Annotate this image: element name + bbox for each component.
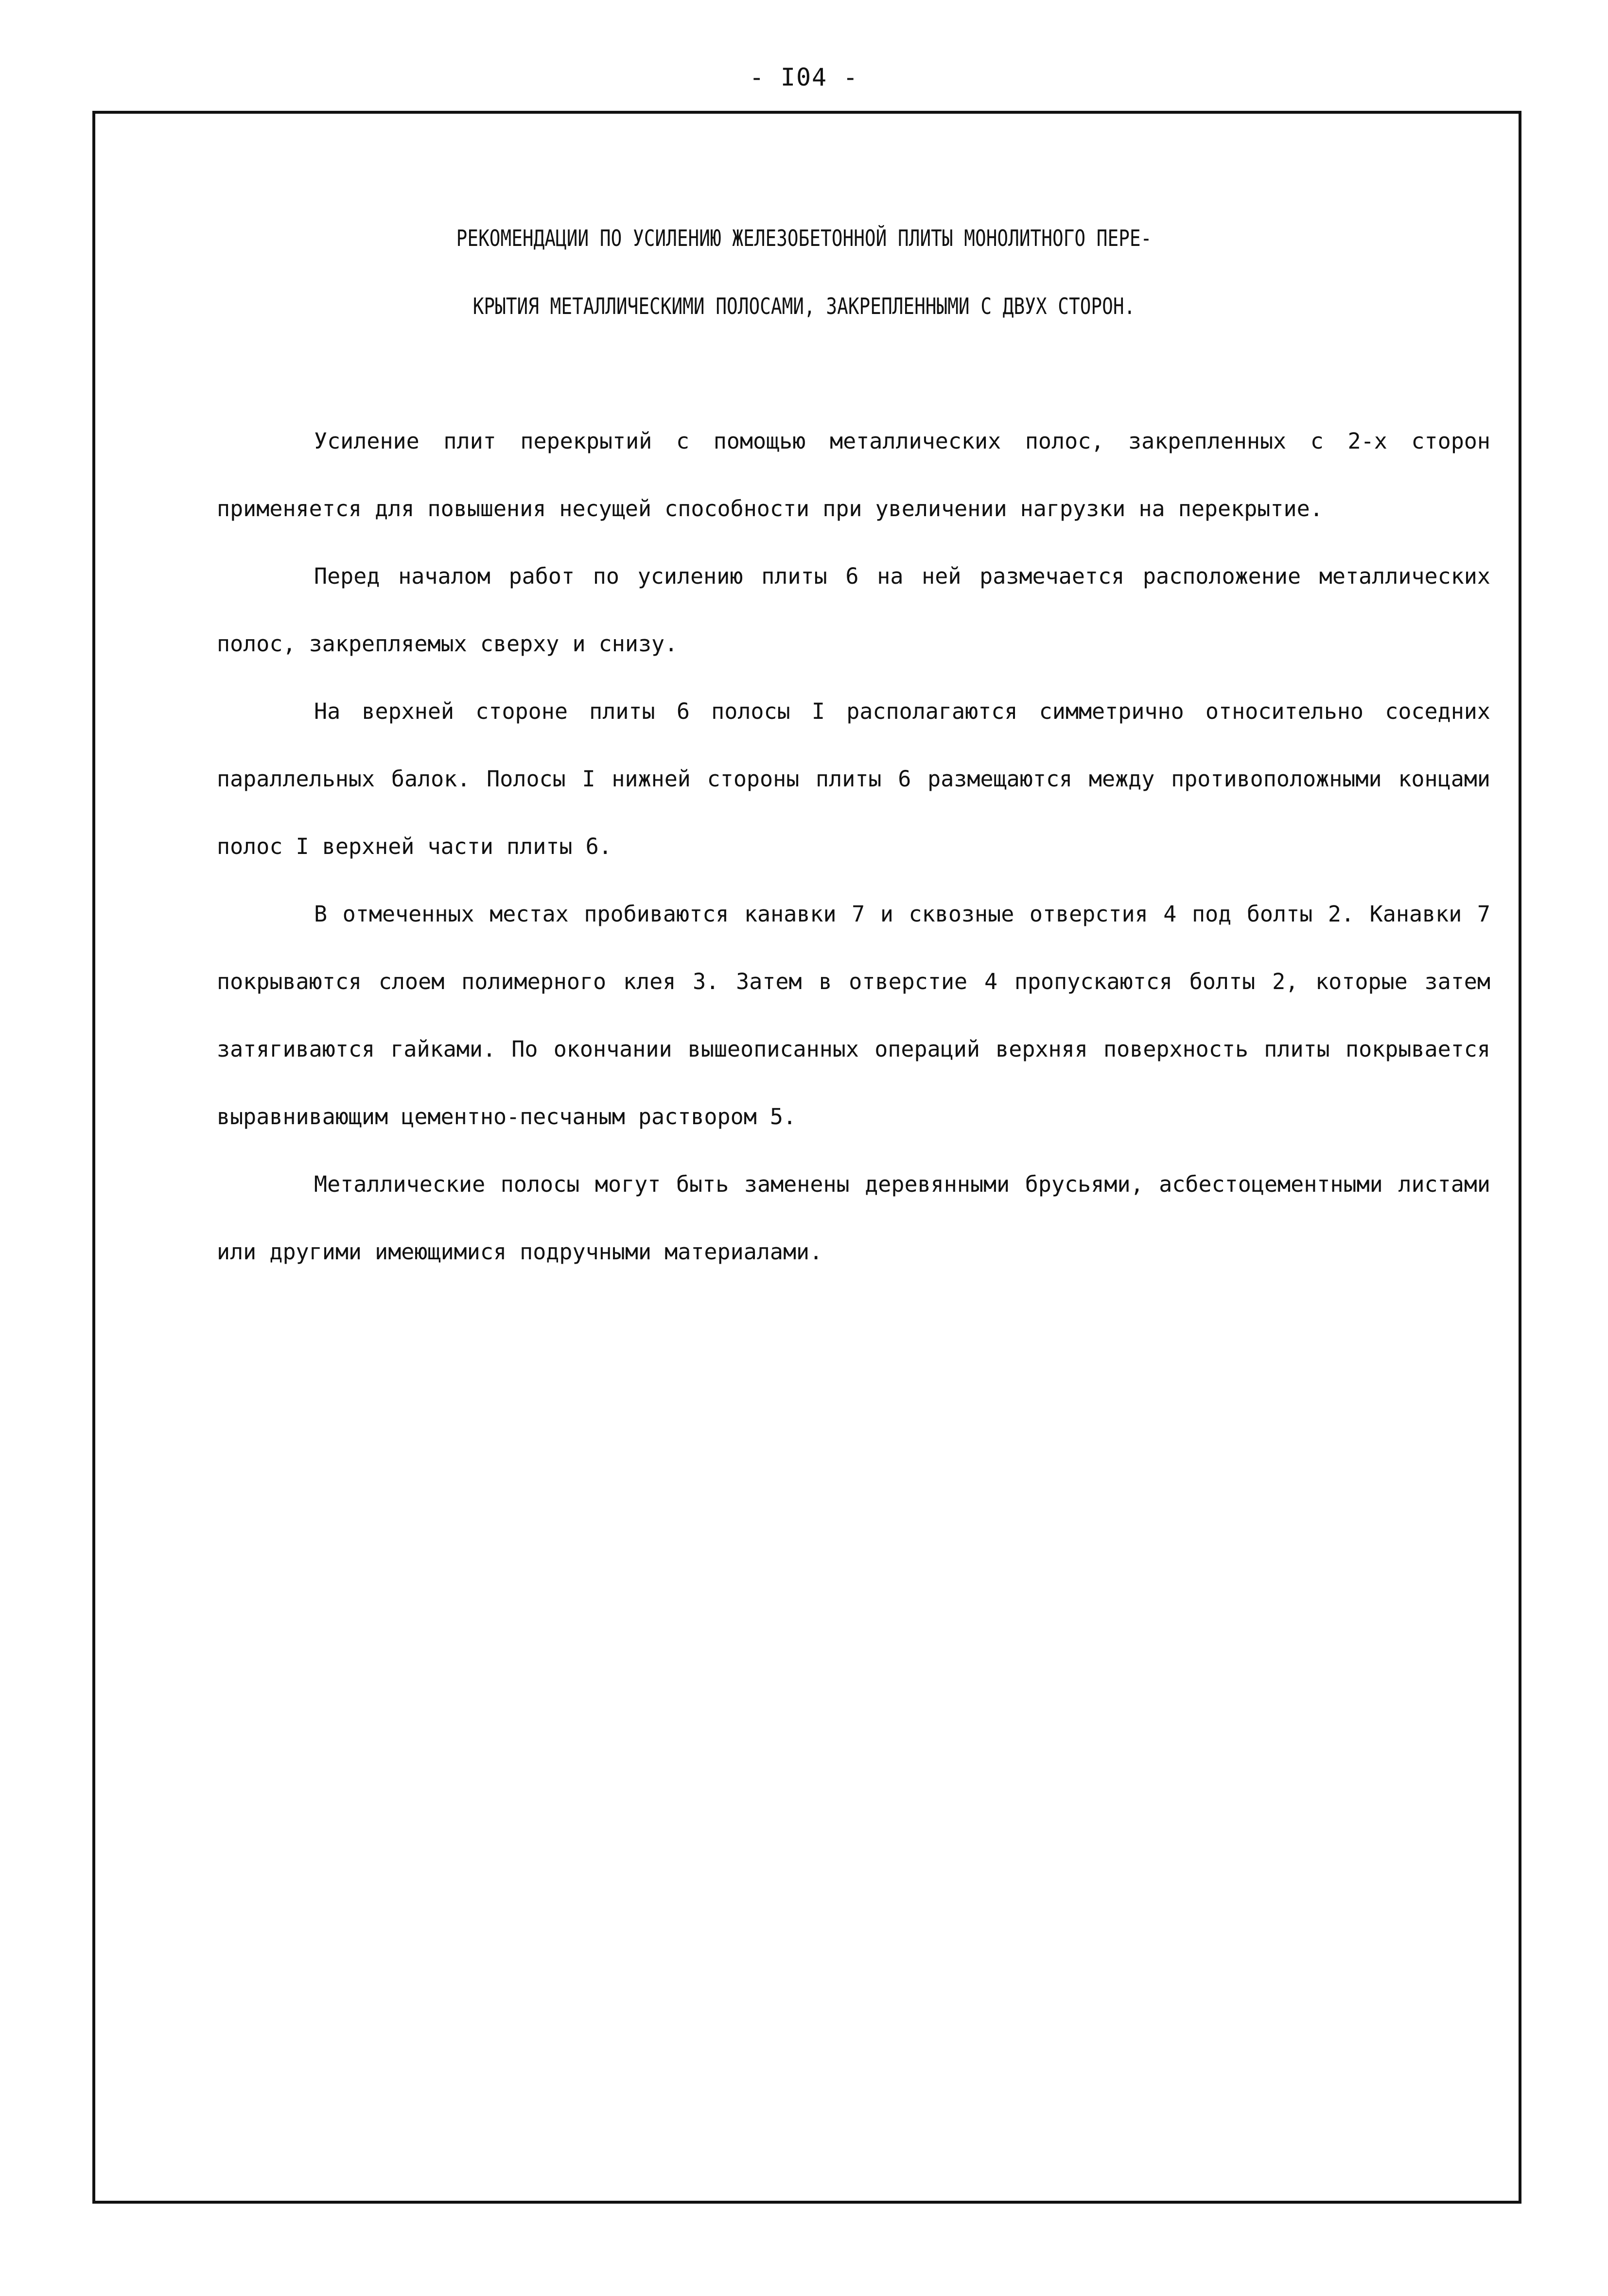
paragraph-1: Усиление плит перекрытий с помощью металлических полос, закрепленных с 2-х сторон применяется для повышения несущей способности при увеличении нагрузки на перекрытие. (217, 428, 1490, 522)
body-text (217, 407, 1490, 1286)
title-line-2: КРЫТИЯ МЕТАЛЛИЧЕСКИМИ ПОЛОСАМИ, ЗАКРЕПЛЕННЫМИ С ДВУХ СТОРОН. (472, 293, 1136, 319)
document-title (145, 204, 1464, 340)
paragraph-5: Металлические полосы могут быть заменены деревянными брусьями, асбестоцементными листами или другими имеющимися подручными материалами. (217, 1171, 1490, 1265)
paragraph-2: Перед началом работ по усилению плиты 6 на ней размечается расположение металлических полос, закрепляемых сверху и снизу. (217, 563, 1490, 657)
paragraph-3: На верхней стороне плиты 6 полосы I располагаются симметрично относительно соседних параллельных балок. Полосы I нижней стороны плиты 6 размещаются между противоположными концами полос I верхней части плиты 6. (217, 698, 1490, 859)
page-number: - I04 - (749, 63, 859, 91)
paragraph-4: В отмеченных местах пробиваются канавки 7 и сквозные отверстия 4 под болты 2. Канавки 7 покрываются слоем полимерного клея 3. Затем в отверстие 4 пропускаются болты 2, которые затем затягиваются гайками. По окончании вышеописанных операций верхняя поверхность плиты покрывается выравнивающим цементно-песчаным раствором 5. (217, 901, 1490, 1130)
title-line-1: РЕКОМЕНДАЦИИ ПО УСИЛЕНИЮ ЖЕЛЕЗОБЕТОННОЙ ПЛИТЫ МОНОЛИТНОГО ПЕРЕ- (456, 225, 1152, 251)
